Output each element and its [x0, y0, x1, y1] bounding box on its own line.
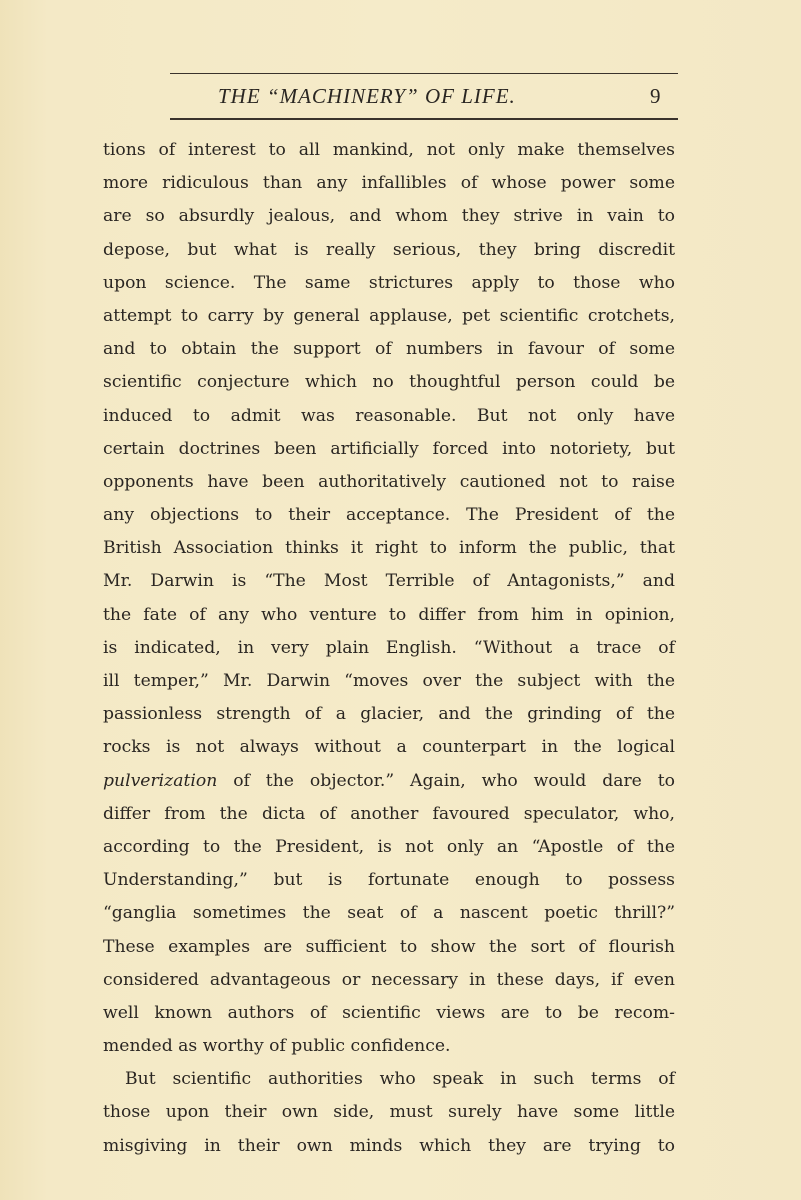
- text-line-paragraph-start: But scientific authorities who speak in such terms of: [125, 1069, 675, 1090]
- text-line: passionless strength of a glacier, and the grinding of the: [103, 704, 675, 725]
- text-line: rocks is not always without a counterpart in the logical: [103, 737, 675, 758]
- page-number: 9: [650, 84, 661, 108]
- text-line: and to obtain the support of numbers in favour of some: [103, 339, 675, 360]
- text-line: opponents have been authoritatively cautioned not to raise: [103, 471, 675, 492]
- text-line: according to the President, is not only an “Apostle of the: [103, 836, 675, 857]
- text-line: certain doctrines been artificially forced into notoriety, but: [103, 438, 675, 459]
- text-line: tions of interest to all mankind, not only make themselves: [103, 140, 675, 160]
- italic-word: pulverization: [103, 770, 218, 791]
- text-line: attempt to carry by general applause, pet scientific crotchets,: [103, 305, 675, 326]
- text-line: These examples are sufficient to show the sort of flourish: [103, 936, 675, 957]
- header-rule-top: [170, 73, 678, 74]
- running-header: [0, 78, 801, 112]
- text-line: well known authors of scientific views are to be recom-: [103, 1002, 675, 1023]
- text-line: is indicated, in very plain English. “Without a trace of: [103, 637, 675, 658]
- text-line: Understanding,” but is fortunate enough to possess: [103, 870, 675, 891]
- text-line: upon science. The same strictures apply to those who: [103, 272, 675, 293]
- text-line: those upon their own side, must surely have some little: [103, 1102, 675, 1123]
- body-text: [103, 134, 675, 1163]
- running-title: THE “MACHINERY” OF LIFE.: [218, 84, 516, 108]
- text-line: more ridiculous than any infallibles of whose power some: [103, 173, 675, 194]
- text-line-italic: [103, 765, 675, 798]
- text-line: scientific conjecture which no thoughtful person could be: [103, 372, 675, 393]
- text-line: misgiving in their own minds which they are trying to: [103, 1135, 675, 1156]
- text-line: ill temper,” Mr. Darwin “moves over the subject with the: [103, 671, 675, 691]
- text-line: induced to admit was reasonable. But not only have: [103, 405, 675, 426]
- header-rule-bottom: [170, 118, 678, 120]
- text-line-rest: of the objector.” Again, who would dare to: [217, 770, 675, 791]
- text-line: differ from the dicta of another favoured speculator, who,: [103, 803, 675, 824]
- text-line: any objections to their acceptance. The President of the: [103, 505, 675, 526]
- text-line: British Association thinks it right to inform the public, that: [103, 538, 675, 559]
- text-line: are so absurdly jealous, and whom they strive in vain to: [103, 206, 675, 227]
- text-line: depose, but what is really serious, they bring discredit: [103, 239, 675, 260]
- text-line: Mr. Darwin is “The Most Terrible of Antagonists,” and: [103, 571, 675, 592]
- text-line-paragraph-end: mended as worthy of public confidence.: [103, 1036, 451, 1057]
- text-line: considered advantageous or necessary in these days, if even: [103, 969, 675, 990]
- text-line: “ganglia sometimes the seat of a nascent poetic thrill?”: [103, 903, 675, 924]
- text-line: the fate of any who venture to differ from him in opinion,: [103, 604, 675, 625]
